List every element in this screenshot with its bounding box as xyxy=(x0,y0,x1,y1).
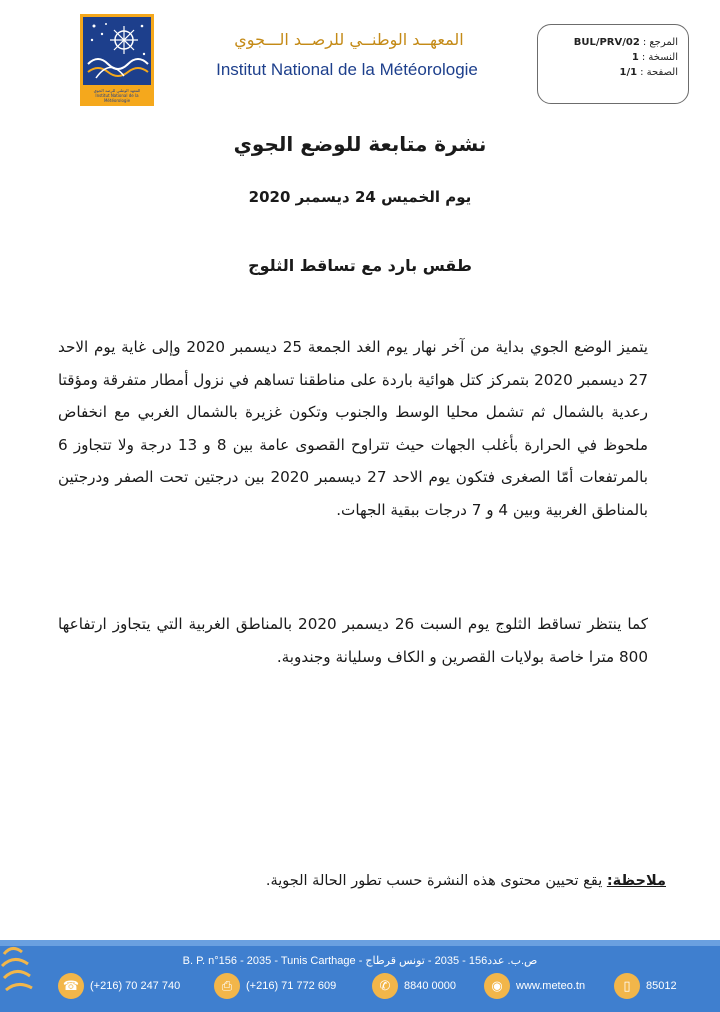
footer-contacts xyxy=(58,972,698,1000)
bulletin-subtitle: طقس بارد مع تساقط الثلوج xyxy=(248,256,472,275)
footer-phone-2[interactable] xyxy=(214,972,336,1000)
page-row xyxy=(548,67,678,82)
page-label: الصفحة : xyxy=(640,67,678,78)
logo-caption-ar: المعهد الوطني للرصد الجوي xyxy=(93,88,141,93)
globe-icon: ◉ xyxy=(484,973,510,999)
phone-1-text: (+216) 70 247 740 xyxy=(90,980,181,992)
note-label: ملاحظة: xyxy=(606,873,666,889)
reference-row xyxy=(548,37,678,52)
phone-2-text: (+216) 71 772 609 xyxy=(246,980,337,992)
footer-address: B. P. n°156 - 2035 - Tunis Carthage - ص.ب. عدد156 - 2035 - تونس قرطاج xyxy=(182,955,538,967)
version-label: النسخة : xyxy=(641,52,678,63)
fax-icon: ⎙ xyxy=(214,973,240,999)
institute-name-ar: المعهــد الوطنــي للرصــد الـــجوي xyxy=(234,30,464,49)
institute-logo xyxy=(80,14,154,106)
bulletin-title: نشرة متابعة للوضع الجوي xyxy=(233,132,487,156)
note-text: يقع تحيين محتوى هذه النشرة حسب تطور الحالة الجوية. xyxy=(265,873,607,889)
version-row xyxy=(548,52,678,67)
bulletin-paragraph-2: كما ينتظر تساقط الثلوج يوم السبت 26 ديسمبر 2020 بالمناطق الغربية التي يتجاوز ارتفاعها 800 مترا خاصة بولايات القصرين و الكاف وسليانة وجندوبة. xyxy=(58,615,649,666)
mobile-icon: ▯ xyxy=(614,973,640,999)
green-number-text: 8840 0000 xyxy=(404,980,456,992)
bulletin-paragraph-1: يتميز الوضع الجوي بداية من آخر نهار يوم الغد الجمعة 25 ديسمبر 2020 وإلى غاية يوم الاحد 27 ديسمبر 2020 بتمركز كتل هوائية باردة على مناطقنا تساهم في نزول أمطار متفرقة ومؤقتا رعدية بالشمال ثم تشمل محليا الوسط والجنوب وتكون غزيرة بالشمال الغربي مع انخفاض ملحوظ في الحرارة بأغلب الجهات حيث تتراوح القصوى عامة بين 8 و 13 درجة ولا تتجاوز 6 بالمرتفعات أمّا الصغرى فتكون يوم الاحد 27 ديسمبر 2020 بين درجتين تحت الصفر ودرجتين بالمناطق الغربية وبين 4 و 7 درجات ببقية الجهات. xyxy=(58,338,649,519)
footer-website[interactable] xyxy=(484,972,585,1000)
logo-caption-fr: Institut National de la Météorologie xyxy=(95,93,139,103)
reference-label: المرجع : xyxy=(642,37,678,48)
footer-sms[interactable] xyxy=(614,972,677,1000)
phone-icon: ☎ xyxy=(58,973,84,999)
document-reference-box xyxy=(537,24,689,104)
website-text: www.meteo.tn xyxy=(516,980,586,992)
bulletin-note xyxy=(100,873,666,889)
footer-green-number[interactable] xyxy=(372,972,456,1000)
footer-phone-1[interactable] xyxy=(58,972,180,1000)
bulletin-date: يوم الخميس 24 ديسمبر 2020 xyxy=(248,188,472,206)
reference-value: BUL/PRV/02 xyxy=(573,37,640,48)
sms-text: 85012 xyxy=(646,980,677,992)
institute-name-fr: Institut National de la Météorologie xyxy=(216,60,478,79)
logo-caption xyxy=(82,88,152,103)
version-value: 1 xyxy=(631,52,639,63)
green-number-icon: ✆ xyxy=(372,973,398,999)
page-value: 1/1 xyxy=(619,67,638,78)
